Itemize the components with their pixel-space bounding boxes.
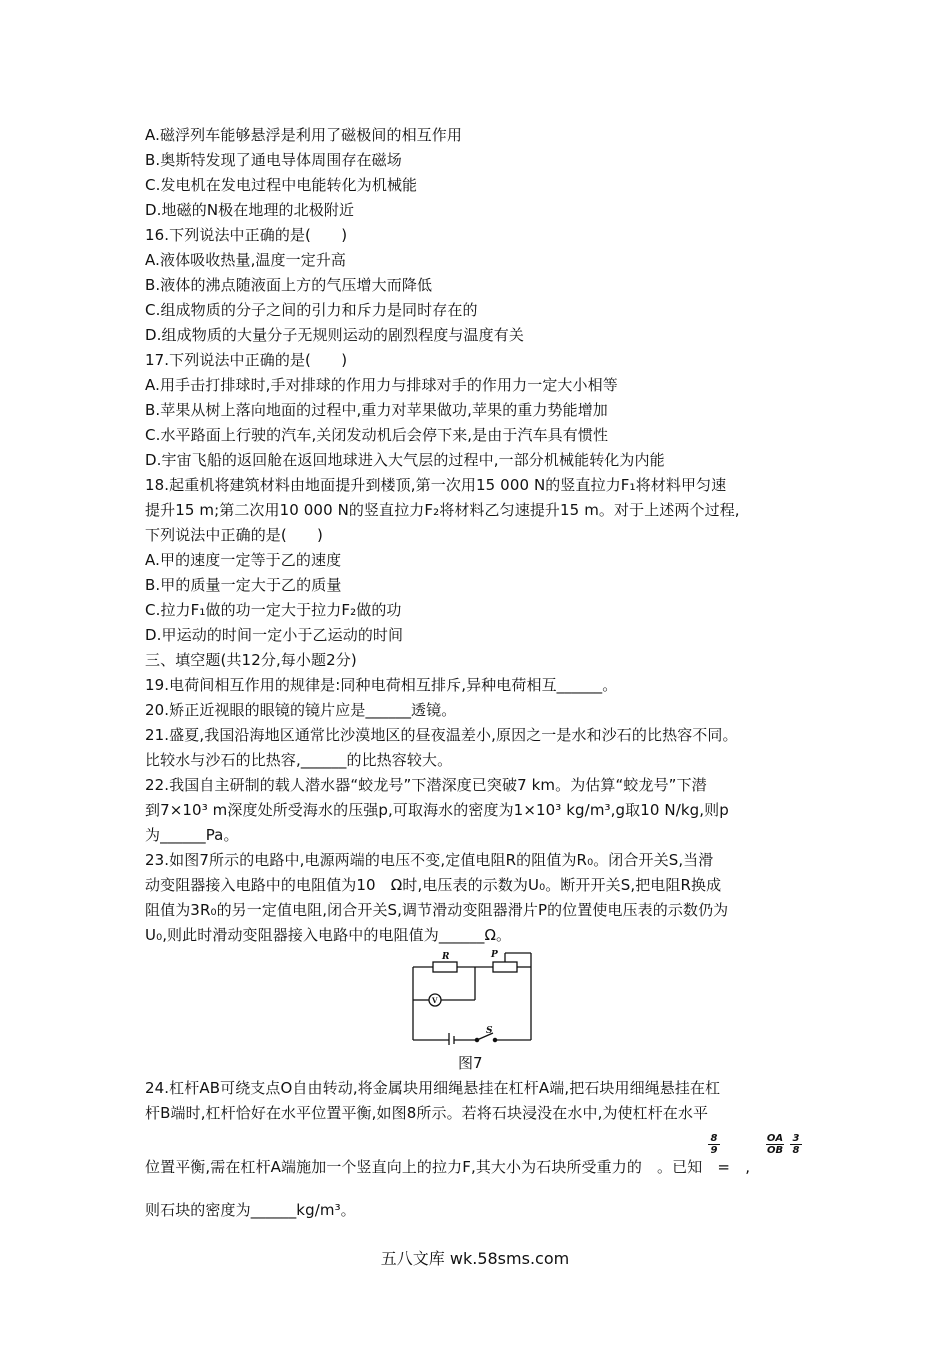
fraction-numerator: OA	[766, 1133, 784, 1144]
text-line: 位置平衡,需在杠杆A端施加一个竖直向上的拉力F,其大小为石块所受重力的 。已知 = ,	[145, 1158, 751, 1176]
figure-caption: 图7	[458, 1054, 483, 1072]
fraction-numerator: 8	[710, 1133, 718, 1144]
text-line: B.奥斯特发现了通电导体周围存在磁场	[145, 151, 402, 169]
fraction-denominator: 9	[708, 1144, 720, 1156]
question-20: 20.矫正近视眼的眼镜的镜片应是______透镜。	[145, 701, 457, 719]
text-line: 比较水与沙石的比热容,______的比热容较大。	[145, 751, 453, 769]
question-18: 18.起重机将建筑材料由地面提升到楼顶,第一次用15 000 N的竖直拉力F₁将材料甲匀速	[145, 476, 727, 494]
circuit-diagram	[405, 945, 545, 1045]
text-line: 阻值为3R₀的另一定值电阻,闭合开关S,调节滑动变阻器滑片P的位置使电压表的示数仍为	[145, 901, 729, 919]
page-footer: 五八文库 wk.58sms.com	[380, 1249, 570, 1268]
text-line: 到7×10³ m深度处所受海水的压强p,可取海水的密度为1×10³ kg/m³,g取10 N/kg,则p	[145, 801, 729, 819]
text-line: 为______Pa。	[145, 826, 239, 844]
label-p: P	[491, 950, 498, 960]
fraction-8-9	[708, 1133, 720, 1156]
question-22: 22.我国自主研制的载人潜水器“蛟龙号”下潜深度已突破7 km。为估算“蛟龙号”下潜	[145, 776, 707, 794]
text-line: B.甲的质量一定大于乙的质量	[145, 576, 342, 594]
text-line: 提升15 m;第二次用10 000 N的竖直拉力F₂将材料乙匀速提升15 m。对于上述两个过程,	[145, 501, 740, 519]
text-line: A.磁浮列车能够悬浮是利用了磁极间的相互作用	[145, 126, 462, 144]
question-19: 19.电荷间相互作用的规律是:同种电荷相互排斥,异种电荷相互______。	[145, 676, 618, 694]
section-heading: 三、填空题(共12分,每小题2分)	[145, 651, 357, 669]
text-line: D.甲运动的时间一定小于乙运动的时间	[145, 626, 404, 644]
text-line: C.拉力F₁做的功一定大于拉力F₂做的功	[145, 601, 402, 619]
label-v: V	[432, 996, 438, 1005]
text-line: A.甲的速度一定等于乙的速度	[145, 551, 342, 569]
question-23: 23.如图7所示的电路中,电源两端的电压不变,定值电阻R的阻值为R₀。闭合开关S,当滑	[145, 851, 714, 869]
text-line: A.液体吸收热量,温度一定升高	[145, 251, 347, 269]
label-s: S	[486, 1026, 493, 1036]
fraction-numerator: 3	[792, 1133, 800, 1144]
text-line: B.苹果从树上落向地面的过程中,重力对苹果做功,苹果的重力势能增加	[145, 401, 608, 419]
text-line: D.宇宙飞船的返回舱在返回地球进入大气层的过程中,一部分机械能转化为内能	[145, 451, 665, 469]
text-line: 杆B端时,杠杆恰好在水平位置平衡,如图8所示。若将石块浸没在水中,为使杠杆在水平	[145, 1104, 709, 1122]
text-line: D.地磁的N极在地理的北极附近	[145, 201, 355, 219]
text-line: 下列说法中正确的是( )	[145, 526, 324, 544]
question-16: 16.下列说法中正确的是( )	[145, 226, 348, 244]
question-17: 17.下列说法中正确的是( )	[145, 351, 348, 369]
question-21: 21.盛夏,我国沿海地区通常比沙漠地区的昼夜温差小,原因之一是水和沙石的比热容不同。	[145, 726, 738, 744]
text-line: 则石块的密度为______kg/m³。	[145, 1201, 356, 1219]
text-line: D.组成物质的大量分子无规则运动的剧烈程度与温度有关	[145, 326, 524, 344]
fraction-denominator: 8	[790, 1144, 802, 1156]
text-line: U₀,则此时滑动变阻器接入电路中的电阻值为______Ω。	[145, 926, 512, 944]
fraction-denominator: OB	[766, 1145, 784, 1156]
text-line: 动变阻器接入电路中的电阻值为10 Ω时,电压表的示数为U₀。断开开关S,把电阻R换成	[145, 876, 722, 894]
resistor-r	[433, 962, 457, 972]
question-24: 24.杠杆AB可绕支点O自由转动,将金属块用细绳悬挂在杠杆A端,把石块用细绳悬挂在杠	[145, 1079, 721, 1097]
text-line: C.发电机在发电过程中电能转化为机械能	[145, 176, 418, 194]
fraction-3-8	[790, 1133, 802, 1156]
rheostat-p	[493, 962, 517, 972]
fraction-oa-ob	[766, 1133, 784, 1156]
text-line: C.组成物质的分子之间的引力和斥力是同时存在的	[145, 301, 478, 319]
text-line: A.用手击打排球时,手对排球的作用力与排球对手的作用力一定大小相等	[145, 376, 618, 394]
text-line: B.液体的沸点随液面上方的气压增大而降低	[145, 276, 433, 294]
text-line: C.水平路面上行驶的汽车,关闭发动机后会停下来,是由于汽车具有惯性	[145, 426, 609, 444]
label-r: R	[442, 952, 450, 962]
